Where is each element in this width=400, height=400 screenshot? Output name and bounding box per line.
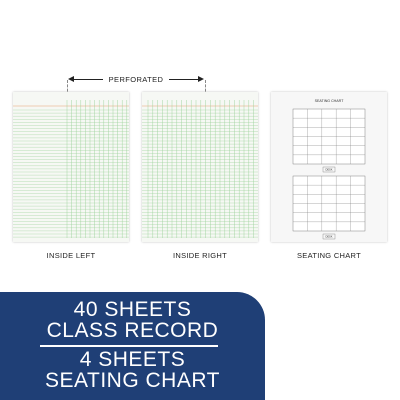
arrow-right-icon (198, 76, 204, 82)
product-info-banner (0, 292, 265, 400)
seating-chart-title: SEATING CHART (314, 99, 344, 103)
banner-seating-chart-label: SEATING CHART (45, 369, 220, 392)
arrow-shaft-right (169, 79, 198, 80)
banner-divider (40, 345, 218, 347)
desk-label-bottom: DESK (325, 235, 333, 239)
inside-right-page (142, 92, 258, 242)
seating-chart-page (271, 92, 387, 242)
class-record-ruling-right (142, 92, 258, 242)
seating-chart-grid (271, 92, 387, 242)
seating-chart-caption: SEATING CHART (296, 251, 362, 260)
banner-class-record-count: 40 SHEETS (73, 298, 192, 321)
arrow-shaft-left (74, 79, 103, 80)
banner-seating-chart-count: 4 SHEETS (79, 348, 186, 371)
perforated-label: PERFORATED (108, 74, 164, 84)
inside-right-caption: INSIDE RIGHT (172, 251, 228, 260)
perforated-indicator (68, 73, 204, 85)
desk-label-top: DESK (325, 168, 333, 172)
inside-left-page (13, 92, 129, 242)
banner-class-record-label: CLASS RECORD (46, 319, 219, 342)
class-record-ruling-left (13, 92, 129, 242)
inside-left-caption: INSIDE LEFT (46, 251, 96, 260)
